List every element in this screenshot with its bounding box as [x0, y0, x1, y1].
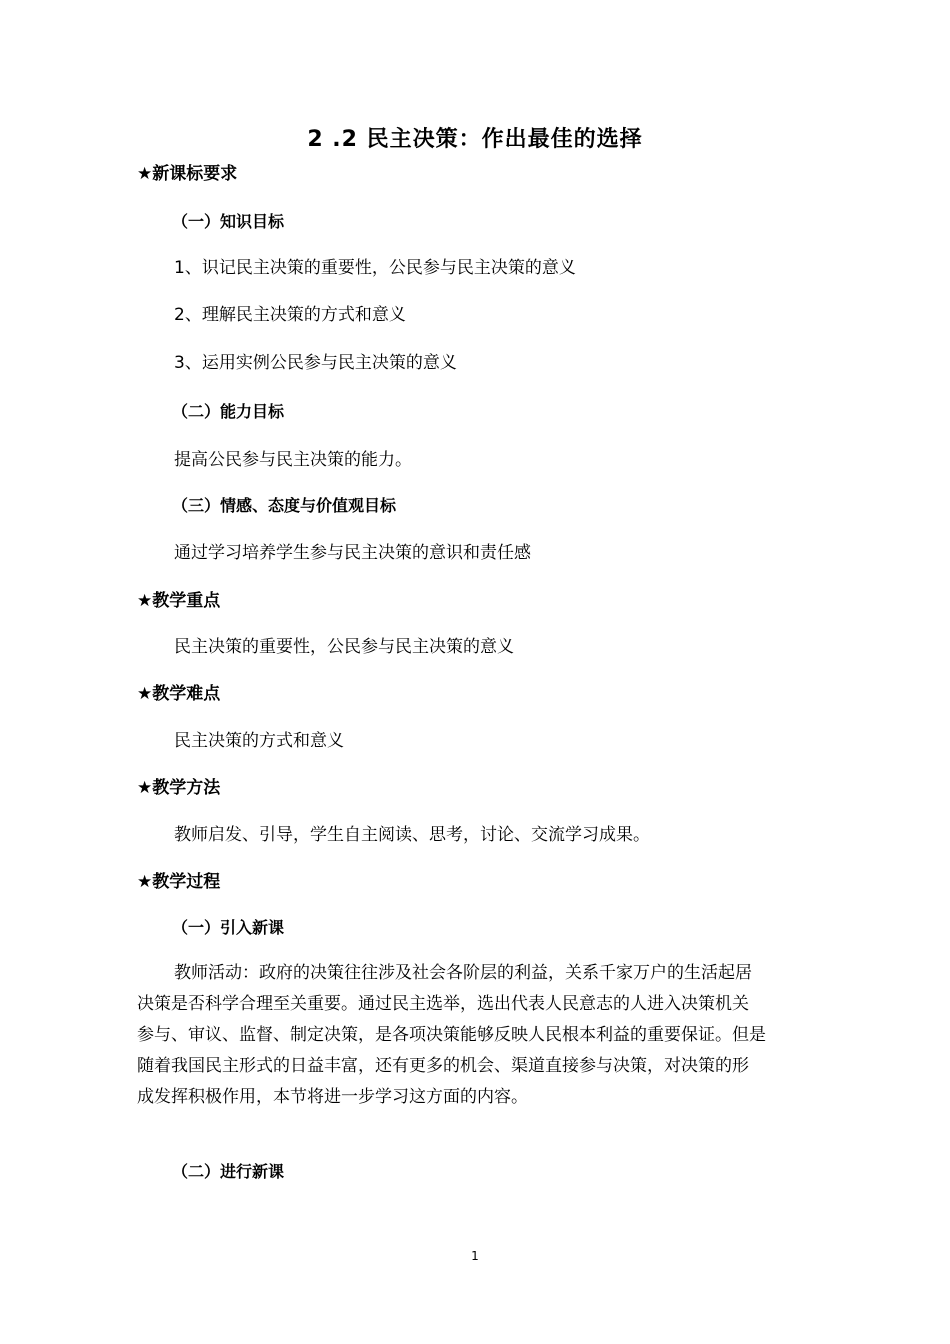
- ability-text: 提高公民参与民主决策的能力。: [174, 450, 412, 470]
- knowledge-item-1: 1、识记民主决策的重要性，公民参与民主决策的意义: [174, 258, 576, 278]
- section-heading-standard: ★新课标要求: [137, 164, 238, 184]
- subheading-ability: （二）能力目标: [172, 402, 285, 421]
- knowledge-item-2: 2、理解民主决策的方式和意义: [174, 305, 406, 325]
- intro-line-4: 随着我国民主形式的日益丰富，还有更多的机会、渠道直接参与决策，对决策的形: [137, 1056, 749, 1076]
- subheading-new-lesson: （二）进行新课: [172, 1162, 285, 1181]
- difficulty-text: 民主决策的方式和意义: [174, 731, 344, 751]
- method-text: 教师启发、引导，学生自主阅读、思考，讨论、交流学习成果。: [174, 825, 650, 845]
- section-heading-difficulty: ★教学难点: [137, 684, 221, 704]
- key-point-text: 民主决策的重要性，公民参与民主决策的意义: [174, 637, 514, 657]
- intro-line-3: 参与、审议、监督、制定决策，是各项决策能够反映人民根本利益的重要保证。但是: [137, 1025, 766, 1045]
- subheading-emotion: （三）情感、态度与价值观目标: [172, 496, 397, 515]
- intro-paragraph: [137, 958, 817, 1113]
- intro-line-1: 教师活动：政府的决策往往涉及社会各阶层的利益，关系千家万户的生活起居: [174, 963, 752, 983]
- page-number: 1: [471, 1249, 479, 1263]
- intro-line-5: 成发挥积极作用，本节将进一步学习这方面的内容。: [137, 1087, 528, 1107]
- subheading-intro: （一）引入新课: [172, 918, 285, 937]
- section-heading-key-point: ★教学重点: [137, 591, 221, 611]
- intro-line-2: 决策是否科学合理至关重要。通过民主选举，选出代表人民意志的人进入决策机关: [137, 994, 749, 1014]
- knowledge-item-3: 3、运用实例公民参与民主决策的意义: [174, 353, 457, 373]
- emotion-text: 通过学习培养学生参与民主决策的意识和责任感: [174, 543, 531, 563]
- subheading-knowledge: （一）知识目标: [172, 212, 285, 231]
- section-heading-method: ★教学方法: [137, 778, 221, 798]
- document-title: 2 .2 民主决策：作出最佳的选择: [307, 127, 643, 152]
- section-heading-process: ★教学过程: [137, 872, 221, 892]
